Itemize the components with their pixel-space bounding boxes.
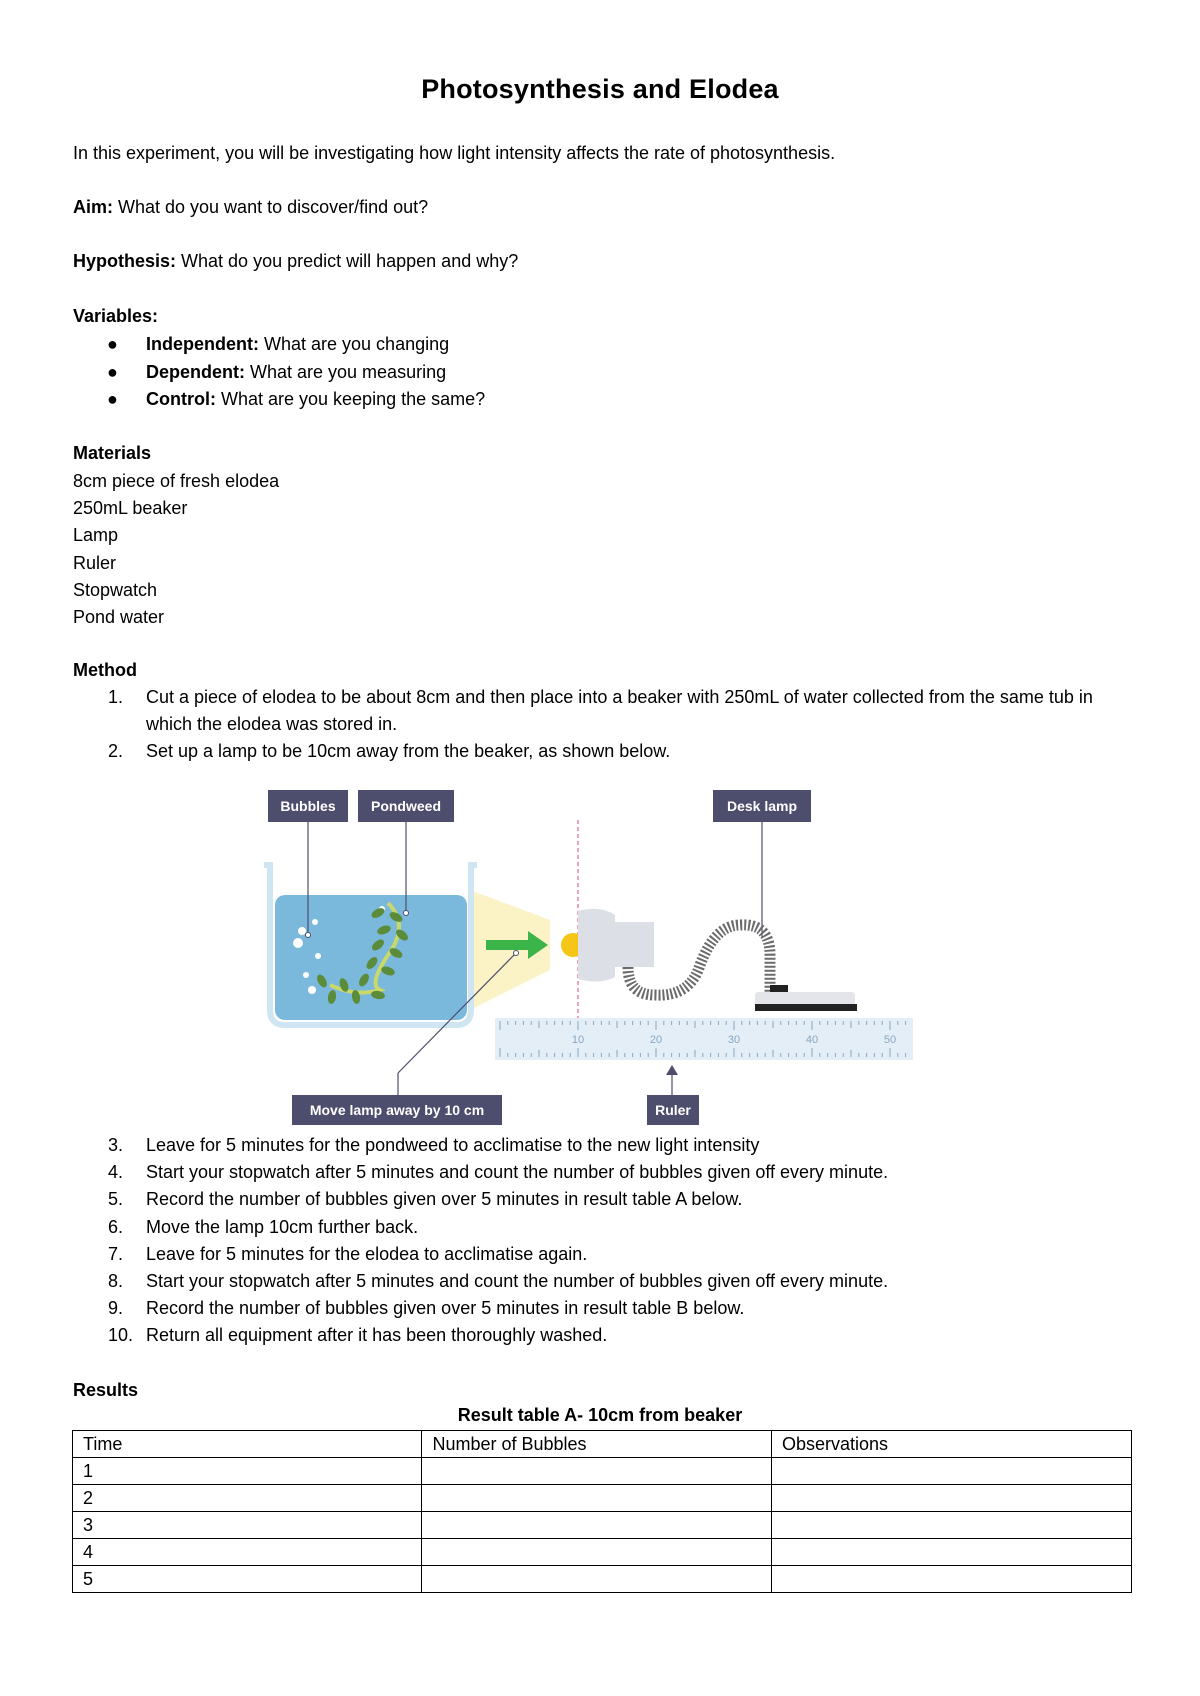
list-item <box>73 1132 1133 1159</box>
list-item <box>73 1268 1133 1295</box>
svg-text:40: 40 <box>805 1034 819 1046</box>
bullet-icon: ● <box>107 389 118 409</box>
list-item: 8cm piece of fresh elodea <box>73 471 280 491</box>
hypothesis-label: Hypothesis: <box>73 251 177 271</box>
step-text: Start your stopwatch after 5 minutes and count the number of bubbles given off every minute. <box>146 1162 889 1183</box>
step-text: Record the number of bubbles given over 5 minutes in result table A below. <box>146 1189 743 1210</box>
aim-text: What do you want to discover/find out? <box>113 197 429 217</box>
table-cell[interactable] <box>771 1485 1131 1512</box>
step-number: 7. <box>108 1243 124 1264</box>
table-cell[interactable]: 3 <box>73 1512 422 1539</box>
ruler-label <box>647 1095 699 1125</box>
aim-label: Aim: <box>73 197 113 217</box>
list-item <box>73 1295 1133 1322</box>
table-cell[interactable]: 4 <box>73 1539 422 1566</box>
list-item <box>73 1159 1133 1186</box>
list-item <box>73 1322 1133 1349</box>
svg-text:Move lamp away by 10 cm: Move lamp away by 10 cm <box>309 1102 485 1118</box>
svg-text:30: 30 <box>727 1034 741 1046</box>
step-number: 2. <box>108 741 124 762</box>
table-row <box>73 1512 1132 1539</box>
result-table-title: Result table A- 10cm from beaker <box>457 1405 743 1425</box>
table-cell[interactable] <box>422 1539 771 1566</box>
table-header-row <box>73 1431 1132 1458</box>
svg-text:Desk lamp: Desk lamp <box>726 798 798 814</box>
bullet-icon: ● <box>107 361 118 382</box>
table-cell[interactable] <box>771 1458 1131 1485</box>
variable-label: Independent: <box>146 334 259 354</box>
svg-text:Bubbles: Bubbles <box>280 798 336 814</box>
bullet-icon: ● <box>107 334 118 354</box>
svg-text:10: 10 <box>571 1034 585 1046</box>
list-item: Pond water <box>73 607 165 628</box>
step-number: 6. <box>108 1216 124 1237</box>
list-item: 250mL beaker <box>73 498 188 519</box>
hypothesis-line <box>73 248 518 275</box>
svg-text:Ruler: Ruler <box>655 1102 691 1118</box>
move-lamp-label <box>292 1095 502 1125</box>
step-number: 9. <box>108 1298 124 1319</box>
variable-label: Control: <box>146 389 216 409</box>
method-heading: Method <box>73 660 137 680</box>
desk-lamp <box>561 909 857 1011</box>
list-item <box>73 738 1133 765</box>
experiment-diagram <box>260 785 950 1130</box>
bubbles-label <box>268 790 348 822</box>
table-cell[interactable] <box>771 1539 1131 1566</box>
step-number: 3. <box>108 1135 124 1155</box>
table-cell[interactable] <box>422 1485 771 1512</box>
pondweed-label <box>358 790 454 822</box>
table-cell[interactable] <box>771 1566 1131 1593</box>
materials-list <box>73 468 279 631</box>
step-number: 8. <box>108 1271 124 1292</box>
svg-text:20: 20 <box>649 1034 663 1046</box>
variables-heading: Variables: <box>73 306 159 326</box>
column-header: Number of Bubbles <box>422 1431 771 1458</box>
column-header: Observations <box>771 1431 1131 1458</box>
page-title: Photosynthesis and Elodea <box>421 74 779 104</box>
variable-text: What are you measuring <box>245 361 447 382</box>
variable-text: What are you keeping the same? <box>215 389 486 409</box>
step-number: 1. <box>108 687 124 707</box>
aim-line <box>73 194 428 221</box>
table-cell[interactable] <box>422 1512 771 1539</box>
step-number: 5. <box>108 1189 124 1210</box>
list-item <box>73 1214 1133 1241</box>
hypothesis-text: What do you predict will happen and why? <box>176 251 519 271</box>
variable-label: Dependent: <box>146 361 245 382</box>
table-row <box>73 1458 1132 1485</box>
results-heading: Results <box>73 1380 139 1400</box>
list-item: Lamp <box>73 525 119 546</box>
table-row <box>73 1485 1132 1512</box>
table-cell[interactable]: 5 <box>73 1566 422 1593</box>
table-cell[interactable] <box>771 1512 1131 1539</box>
list-item <box>73 386 485 414</box>
result-table-a <box>72 1430 1132 1593</box>
step-text: Set up a lamp to be 10cm away from the beaker, as shown below. <box>146 741 671 762</box>
variable-text: What are you changing <box>259 334 450 354</box>
step-text: Leave for 5 minutes for the pondweed to acclimatise to the new light intensity <box>146 1135 760 1155</box>
table-cell[interactable] <box>422 1458 771 1485</box>
step-text: Return all equipment after it has been thoroughly washed. <box>146 1325 608 1346</box>
ruler <box>495 1018 913 1060</box>
step-text: Move the lamp 10cm further back. <box>146 1216 419 1237</box>
table-cell[interactable] <box>422 1566 771 1593</box>
list-item <box>73 1186 1133 1213</box>
materials-heading: Materials <box>73 443 152 463</box>
intro-text: In this experiment, you will be investigating how light intensity affects the rate of photosynthesis. <box>73 143 836 163</box>
svg-text:50: 50 <box>883 1034 897 1046</box>
list-item: Ruler <box>73 552 117 573</box>
step-text: Record the number of bubbles given over 5 minutes in result table B below. <box>146 1298 745 1319</box>
step-number: 10. <box>108 1325 134 1346</box>
variables-list <box>73 331 485 414</box>
method-steps-a <box>73 684 1133 766</box>
table-row <box>73 1539 1132 1566</box>
step-text: Cut a piece of elodea to be about 8cm and then place into a beaker with 250mL of water collected from the same tub in which the elodea was stored in. <box>146 687 1093 735</box>
table-row <box>73 1566 1132 1593</box>
method-steps-b <box>73 1132 1133 1350</box>
step-text: Start your stopwatch after 5 minutes and count the number of bubbles given off every minute. <box>146 1271 889 1292</box>
svg-text:Pondweed: Pondweed <box>370 798 442 814</box>
step-text: Leave for 5 minutes for the elodea to acclimatise again. <box>146 1243 588 1264</box>
desk-lamp-label <box>713 790 811 822</box>
list-item <box>73 684 1133 738</box>
list-item <box>73 359 485 387</box>
column-header: Time <box>73 1431 422 1458</box>
table-cell[interactable]: 2 <box>73 1485 422 1512</box>
list-item <box>73 331 485 359</box>
table-cell[interactable]: 1 <box>73 1458 422 1485</box>
step-number: 4. <box>108 1162 124 1183</box>
list-item <box>73 1241 1133 1268</box>
list-item: Stopwatch <box>73 579 158 600</box>
